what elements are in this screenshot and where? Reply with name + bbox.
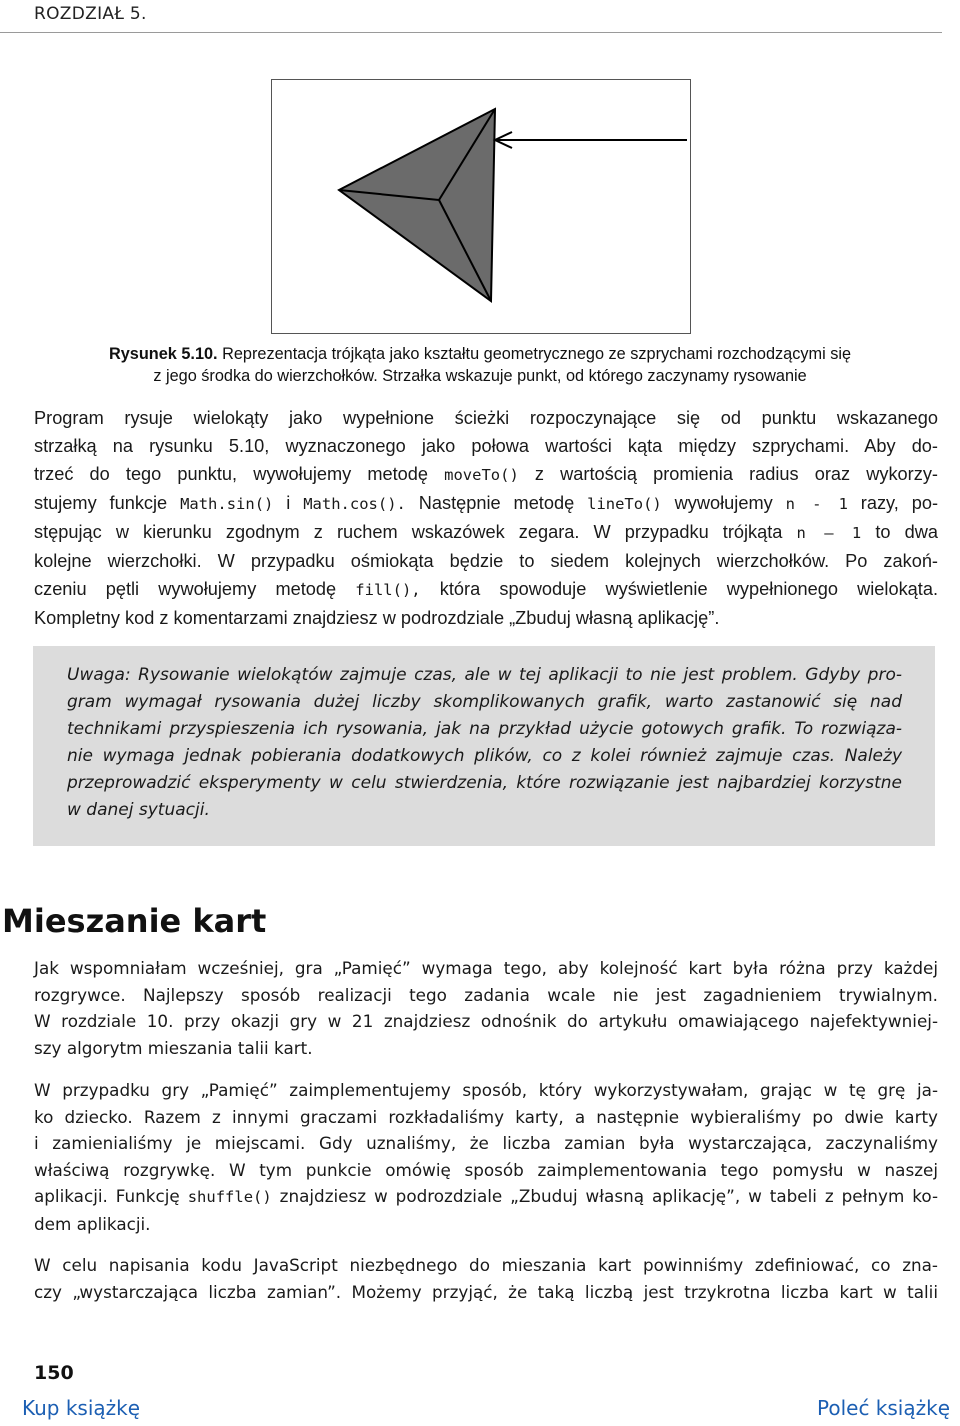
text-span: to dwa (875, 522, 938, 542)
code-span: n - 1 (785, 495, 848, 513)
note-line: przeprowadzić eksperymenty w celu stwierdzenia, które rozwiązanie jest najbardziej korzystne (67, 773, 902, 793)
note-line: nie wymaga jednak pobierania dodatkowych plików, co z kolei również zajmuje czas. Należy (67, 746, 902, 766)
text-line: W rozdziale 10. przy okazji gry w 21 znajdziesz odnośnik do artykułu omawiającego najefektywniej- (34, 1011, 938, 1031)
code-span: lineTo() (587, 495, 662, 513)
text-line: czy „wystarczająca liczba zamian”. Możemy przyjąć, że taką liczbą jest trzykrotna liczba kart w talii (34, 1281, 938, 1302)
note-text (67, 662, 902, 824)
text-line: właściwą rozgrywkę. W tym punkcie omówię sposób zaimplementowania tego pomysłu w naszej (34, 1159, 938, 1180)
text-line: szy algorytm mieszania talii kart. (34, 1037, 313, 1058)
text-span: która spowoduje wyświetlenie wypełnionego wielokąta. (439, 579, 938, 599)
text-line (34, 1183, 938, 1211)
text-span: znajdziesz w podrozdziale „Zbuduj własną aplikację”, w tabeli z pełnym ko- (279, 1186, 938, 1206)
figure-caption (0, 343, 960, 387)
triangle-shape (339, 109, 495, 301)
text-line: kolejne wierzchołki. W przypadku ośmiokąta będzie to siedem kolejnych wierzchołków. Po zakoń- (34, 551, 938, 571)
note-line: w danej sytuacji. (67, 800, 210, 820)
code-span: fill(), (355, 581, 421, 599)
paragraph-1 (34, 404, 938, 632)
code-span: Math.cos(). (303, 495, 406, 513)
text-line: Jak wspomniałam wcześniej, gra „Pamięć” wymaga tego, aby kolejność kart była różna przy każdej (34, 958, 938, 978)
text-span: strzałką na rysunku 5.10, wyznaczonego jako połowa wartości kąta między szprychami. (34, 436, 850, 456)
text-span: czeniu pętli wywołujemy metodę (34, 579, 337, 599)
text-line (34, 518, 938, 547)
text-line: Program rysuje wielokąty jako wypełnione ścieżki rozpoczynające się od punktu wskazanego (34, 408, 938, 428)
page-number: 150 (34, 1362, 74, 1384)
text-line (34, 489, 938, 518)
text-span: stujemy funkcje (34, 493, 168, 513)
text-span: i (286, 493, 291, 513)
recommend-book-link[interactable]: Poleć książkę (817, 1396, 950, 1420)
text-line: W przypadku gry „Pamięć” zaimplementujemy sposób, który wykorzystywałam, grając w tę grę ja- (34, 1080, 938, 1100)
text-line (34, 432, 938, 460)
text-span: trzeć do tego punktu, wywołujemy metodę (34, 464, 429, 484)
figure-triangle (271, 79, 691, 334)
chapter-header: ROZDZIAŁ 5. (34, 4, 147, 24)
section-paragraph-1 (34, 955, 938, 1061)
text-line: i zamienialiśmy je miejscami. Gdy uznaliśmy, że liczba zamian była wystarczająca, zaczynaliśmy (34, 1133, 938, 1153)
caption-text-2: z jego środka do wierzchołków. Strzałka wskazuje punkt, od którego zaczynamy rysowanie (153, 367, 807, 385)
triangle-diagram (272, 80, 690, 333)
note-line: Uwaga: Rysowanie wielokątów zajmuje czas, ale w tej aplikacji to nie jest problem. Gdyby pro- (67, 665, 902, 685)
caption-label: Rysunek 5.10. (108, 345, 218, 363)
text-span: wywołujemy (674, 493, 773, 513)
header-divider (0, 32, 942, 33)
note-line: gram wymagał rysowania dużej liczby skomplikowanych grafik, warto zastanowić się nad (67, 692, 902, 712)
text-span: razy, po- (860, 493, 939, 513)
text-line (34, 460, 938, 489)
text-span: z wartością promienia radius oraz wykorzy- (534, 464, 938, 484)
text-line: W celu napisania kodu JavaScript niezbędnego do mieszania kart powinniśmy zdefiniować, co zna- (34, 1255, 938, 1275)
note-line: technikami przyspieszenia ich rysowania, jak na przykład użycie gotowych grafik. To rozwiąza- (67, 719, 902, 739)
text-line: rozgrywce. Najlepszy sposób realizacji tego zadania wcale nie jest zagadnieniem trywialnym. (34, 984, 938, 1005)
text-line (34, 575, 938, 604)
section-heading: Mieszanie kart (2, 902, 267, 940)
text-span: Następnie metodę (418, 493, 575, 513)
text-line: Kompletny kod z komentarzami znajdziesz w podrozdziale „Zbuduj własną aplikację”. (34, 608, 720, 628)
caption-text-1: Reprezentacja trójkąta jako kształtu geometrycznego ze szprychami rozchodzącymi się (222, 345, 852, 363)
code-span: Math.sin() (180, 495, 274, 513)
text-span: stępując w kierunku zgodnym z ruchem wskazówek zegara. W przypadku trójkąta (34, 522, 783, 542)
code-span: moveTo() (444, 466, 519, 484)
text-span: aplikacji. Funkcję (34, 1186, 180, 1206)
text-span: Aby do- (864, 436, 938, 456)
code-span: shuffle() (187, 1188, 272, 1206)
section-paragraph-2 (34, 1077, 938, 1237)
text-line: dem aplikacji. (34, 1213, 151, 1234)
text-line: ko dziecko. Razem z innymi graczami rozkładaliśmy karty, a następnie wybieraliśmy po dwie karty (34, 1106, 938, 1127)
section-paragraph-3 (34, 1252, 938, 1305)
code-span: n — 1 (796, 524, 862, 542)
buy-book-link[interactable]: Kup książkę (22, 1396, 141, 1420)
